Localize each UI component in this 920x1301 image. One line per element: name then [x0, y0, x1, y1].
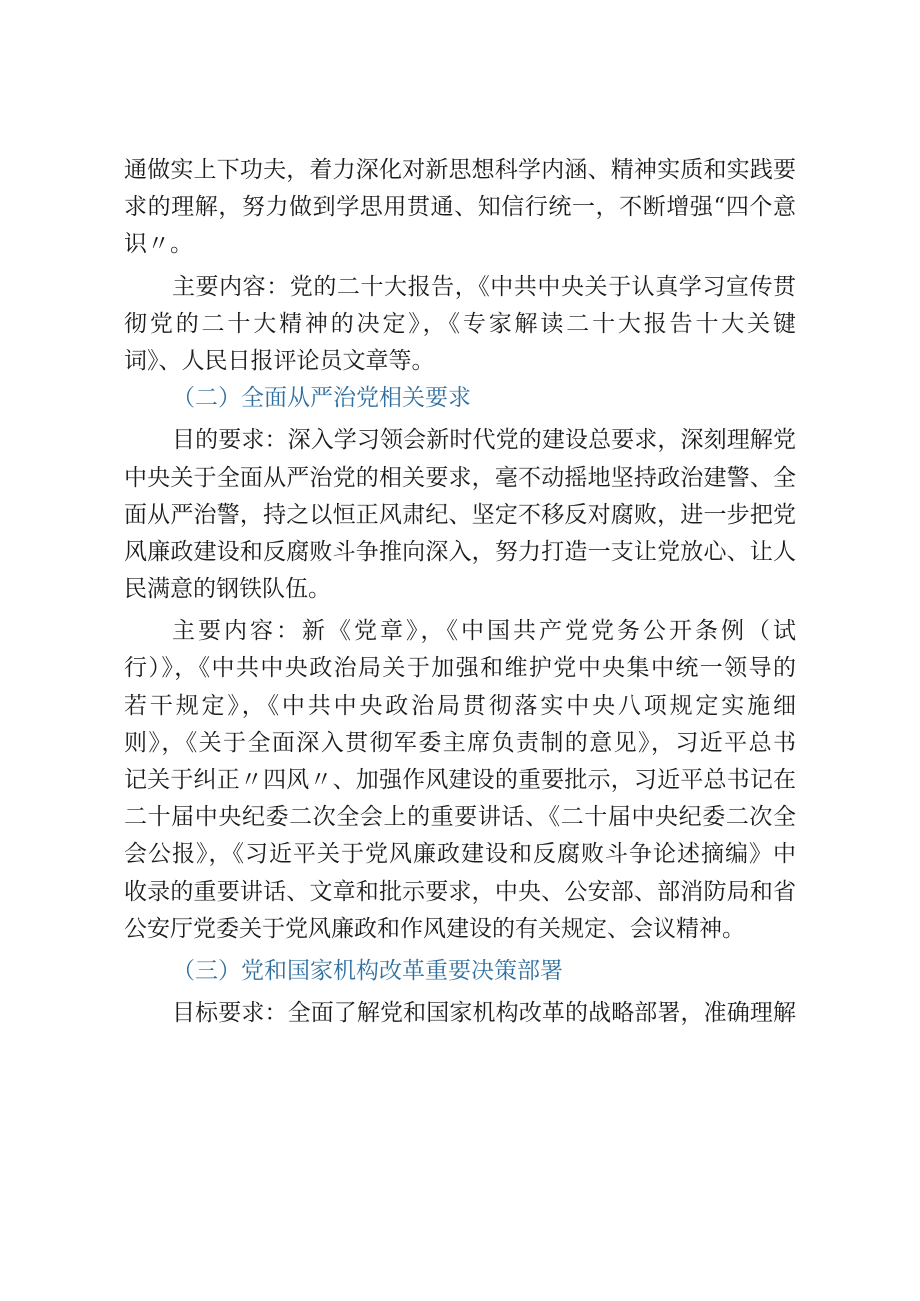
text-line: 则》，《关于全面深入贯彻军委主席负责制的意见》，习近平总书: [124, 729, 796, 756]
text-line: 求的理解，努力做到学思用贯通、知信行统一，不断增强“四个意: [124, 194, 796, 221]
text-line: 通做实上下功夫，着力深化对新思想科学内涵、精神实质和实践要: [124, 157, 796, 183]
text-line: 会公报》，《习近平关于党风廉政建设和反腐败斗争论述摘编》中: [124, 841, 796, 868]
paragraph-goal-3: [124, 995, 796, 1032]
section-heading-3: （三）党和国家机构改革重要决策部署: [172, 957, 563, 984]
document-page: [124, 152, 796, 1032]
text-line: 公安厅党委关于党风廉政和作风建设的有关规定、会议精神。: [124, 915, 745, 942]
text-line: 收录的重要讲话、文章和批示要求，中央、公安部、部消防局和省: [124, 878, 796, 905]
text-line: 目标要求：全面了解党和国家机构改革的战略部署，准确理解: [172, 1000, 796, 1027]
text-line: 民满意的钢铁队伍。: [124, 576, 331, 603]
text-line: 主要内容：新《党章》，《中国共产党党务公开条例（试: [172, 618, 796, 645]
text-line: 行）》，《中共中央政治局关于加强和维护党中央集中统一领导的: [124, 655, 796, 682]
text-line: 彻党的二十大精神的决定》，《专家解读二十大报告十大关键: [124, 310, 796, 337]
paragraph-main-content-2: [124, 613, 796, 948]
text-line: 风廉政建设和反腐败斗争推向深入，努力打造一支让党放心、让人: [124, 538, 796, 565]
paragraph-purpose-2: [124, 422, 796, 608]
text-line: 目的要求：深入学习领会新时代党的建设总要求，深刻理解党: [172, 427, 796, 454]
section-heading-2: （二）全面从严治党相关要求: [172, 385, 471, 412]
text-line: 识〃。: [124, 231, 193, 258]
text-line: 中央关于全面从严治党的相关要求，毫不动摇地坚持政治建警、全: [124, 464, 796, 491]
text-line: 记关于纠正〃四风〃、加强作风建设的重要批示，习近平总书记在: [124, 767, 796, 793]
text-line: 词》、人民日报评论员文章等。: [124, 347, 435, 374]
text-line: 若干规定》，《中共中央政治局贯彻落实中央八项规定实施细: [124, 692, 796, 719]
text-line: 主要内容：党的二十大报告，《中共中央关于认真学习宣传贯: [172, 273, 796, 300]
paragraph-continuation: [124, 152, 796, 264]
text-line: 面从严治警，持之以恒正风肃纪、坚定不移反对腐败，进一步把党: [124, 501, 796, 528]
text-line: 二十届中央纪委二次全会上的重要讲话、《二十届中央纪委二次全: [124, 804, 796, 831]
paragraph-main-content-1: [124, 269, 796, 381]
